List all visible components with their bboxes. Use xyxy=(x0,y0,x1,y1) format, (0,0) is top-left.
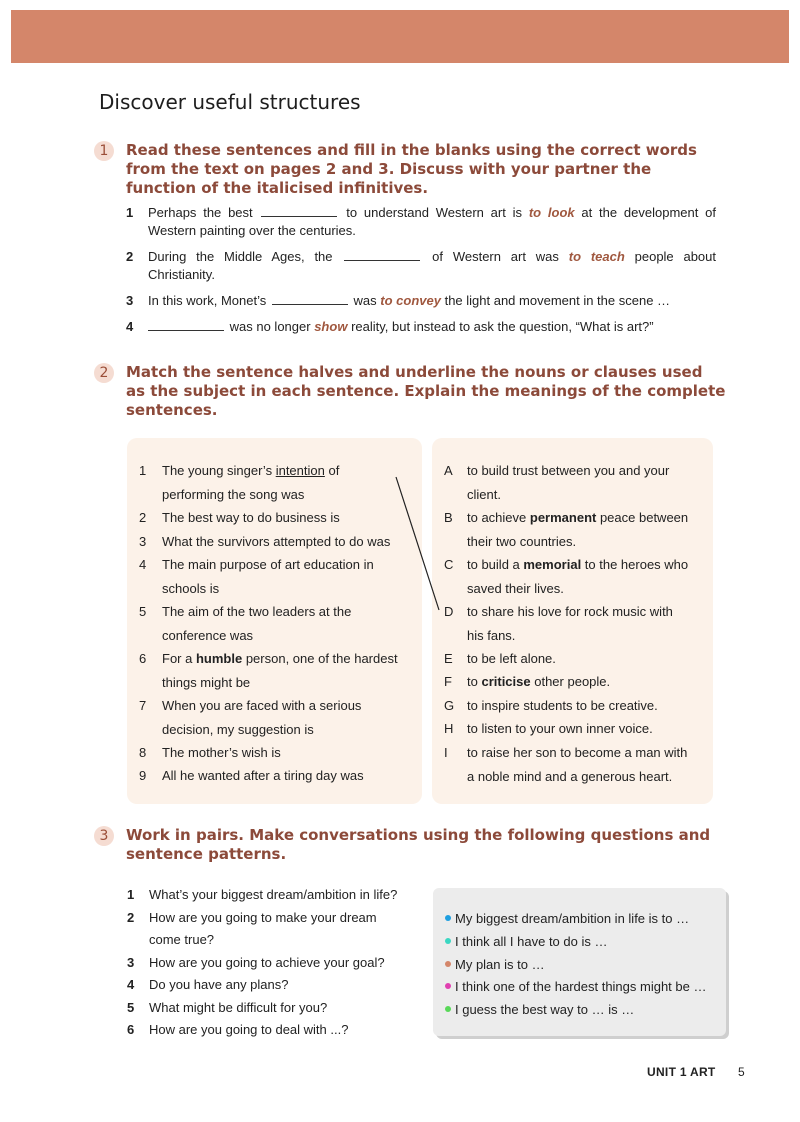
blank-field[interactable] xyxy=(261,205,337,217)
match-left-item: 4 The main purpose of art education in schools is xyxy=(139,557,374,596)
exercise-2-instruction: Match the sentence halves and underline the nouns or clauses used as the subject in each sentence. Explain the meanings of the complete sentences. xyxy=(126,363,726,419)
exercise-3-instruction: Work in pairs. Make conversations using the following questions and sentence patterns. xyxy=(126,826,711,863)
blank-field[interactable] xyxy=(272,293,348,305)
match-right-item: F to criticise other people. xyxy=(444,674,611,689)
match-left-item: 1 The young singer’s intention of performing the song was xyxy=(139,463,340,502)
question-item: 2 How are you going to make your dream come true? xyxy=(127,909,377,947)
top-banner xyxy=(11,10,789,63)
bullet-dot-icon xyxy=(445,961,451,967)
match-right-item: H to listen to your own inner voice. xyxy=(444,721,653,736)
infinitive-text: to look xyxy=(528,205,575,220)
question-item: 5 What might be difficult for you? xyxy=(127,999,328,1015)
pattern-item: I guess the best way to … is … xyxy=(445,1001,634,1019)
match-right-item: D to share his love for rock music with his fans. xyxy=(444,604,673,643)
exercise-3-number: 3 xyxy=(94,826,114,846)
list-item: 1 Perhaps the best to understand Western art is to look at the development of Western painting over the centuries. xyxy=(126,205,716,238)
match-left-item: 7 When you are faced with a serious decision, my suggestion is xyxy=(139,698,362,737)
footer-unit-label: UNIT 1 ART xyxy=(647,1065,716,1079)
pattern-item: My biggest dream/ambition in life is to … xyxy=(445,910,689,928)
question-item: 3 How are you going to achieve your goal? xyxy=(127,954,385,970)
list-item: 4 was no longer show reality, but instead to ask the question, “What is art?” xyxy=(126,319,654,334)
match-right-item: E to be left alone. xyxy=(444,651,556,666)
sentence-patterns-box xyxy=(433,888,726,1036)
match-left-item: 3 What the survivors attempted to do was xyxy=(139,534,391,549)
exercise-1-instruction: Read these sentences and fill in the blanks using the correct words from the text on pages 2 and 3. Discuss with your partner the function of the italicised infinitives. xyxy=(126,141,697,197)
blank-field[interactable] xyxy=(344,249,420,261)
page-number: 5 xyxy=(738,1065,745,1079)
bullet-dot-icon xyxy=(445,1006,451,1012)
bullet-dot-icon xyxy=(445,915,451,921)
question-item: 6 How are you going to deal with ...? xyxy=(127,1022,349,1037)
exercise-2-number: 2 xyxy=(94,363,114,383)
pattern-item: I think all I have to do is … xyxy=(445,933,607,951)
question-item: 1 What’s your biggest dream/ambition in life? xyxy=(127,887,398,902)
bullet-dot-icon xyxy=(445,983,451,989)
section-title: Discover useful structures xyxy=(99,90,361,114)
match-right-item: C to build a memorial to the heroes who saved their lives. xyxy=(444,557,689,596)
match-left-item: 2 The best way to do business is xyxy=(139,510,340,525)
pattern-item: I think one of the hardest things might be … xyxy=(445,978,706,996)
match-right-item: B to achieve permanent peace between their two countries. xyxy=(444,510,689,549)
list-item: 3 In this work, Monet’s was to convey the light and movement in the scene … xyxy=(126,293,671,308)
match-right-item: I to raise her son to become a man with a noble mind and a generous heart. xyxy=(444,745,688,784)
infinitive-text: show xyxy=(314,319,348,334)
exercise-1-list xyxy=(126,204,716,344)
blank-field[interactable] xyxy=(148,319,224,331)
exercise-3-questions xyxy=(127,884,427,1042)
match-left-item: 8 The mother’s wish is xyxy=(139,745,281,760)
match-left-item: 6 For a humble person, one of the hardest things might be xyxy=(139,651,398,690)
exercise-1-number: 1 xyxy=(94,141,114,161)
infinitive-text: to teach xyxy=(568,249,625,264)
pattern-item: My plan is to … xyxy=(445,956,545,974)
underlined-subject: intention xyxy=(275,463,325,478)
match-left-item: 5 The aim of the two leaders at the conference was xyxy=(139,604,352,643)
list-item: 2 During the Middle Ages, the of Western art was to teach people about Christianity. xyxy=(126,249,717,282)
match-right-item: G to inspire students to be creative. xyxy=(444,698,658,713)
question-item: 4 Do you have any plans? xyxy=(127,977,289,992)
bullet-dot-icon xyxy=(445,938,451,944)
match-left-item: 9 All he wanted after a tiring day was xyxy=(139,768,364,783)
match-right-item: A to build trust between you and your client. xyxy=(444,463,670,502)
infinitive-text: to convey xyxy=(380,293,441,308)
